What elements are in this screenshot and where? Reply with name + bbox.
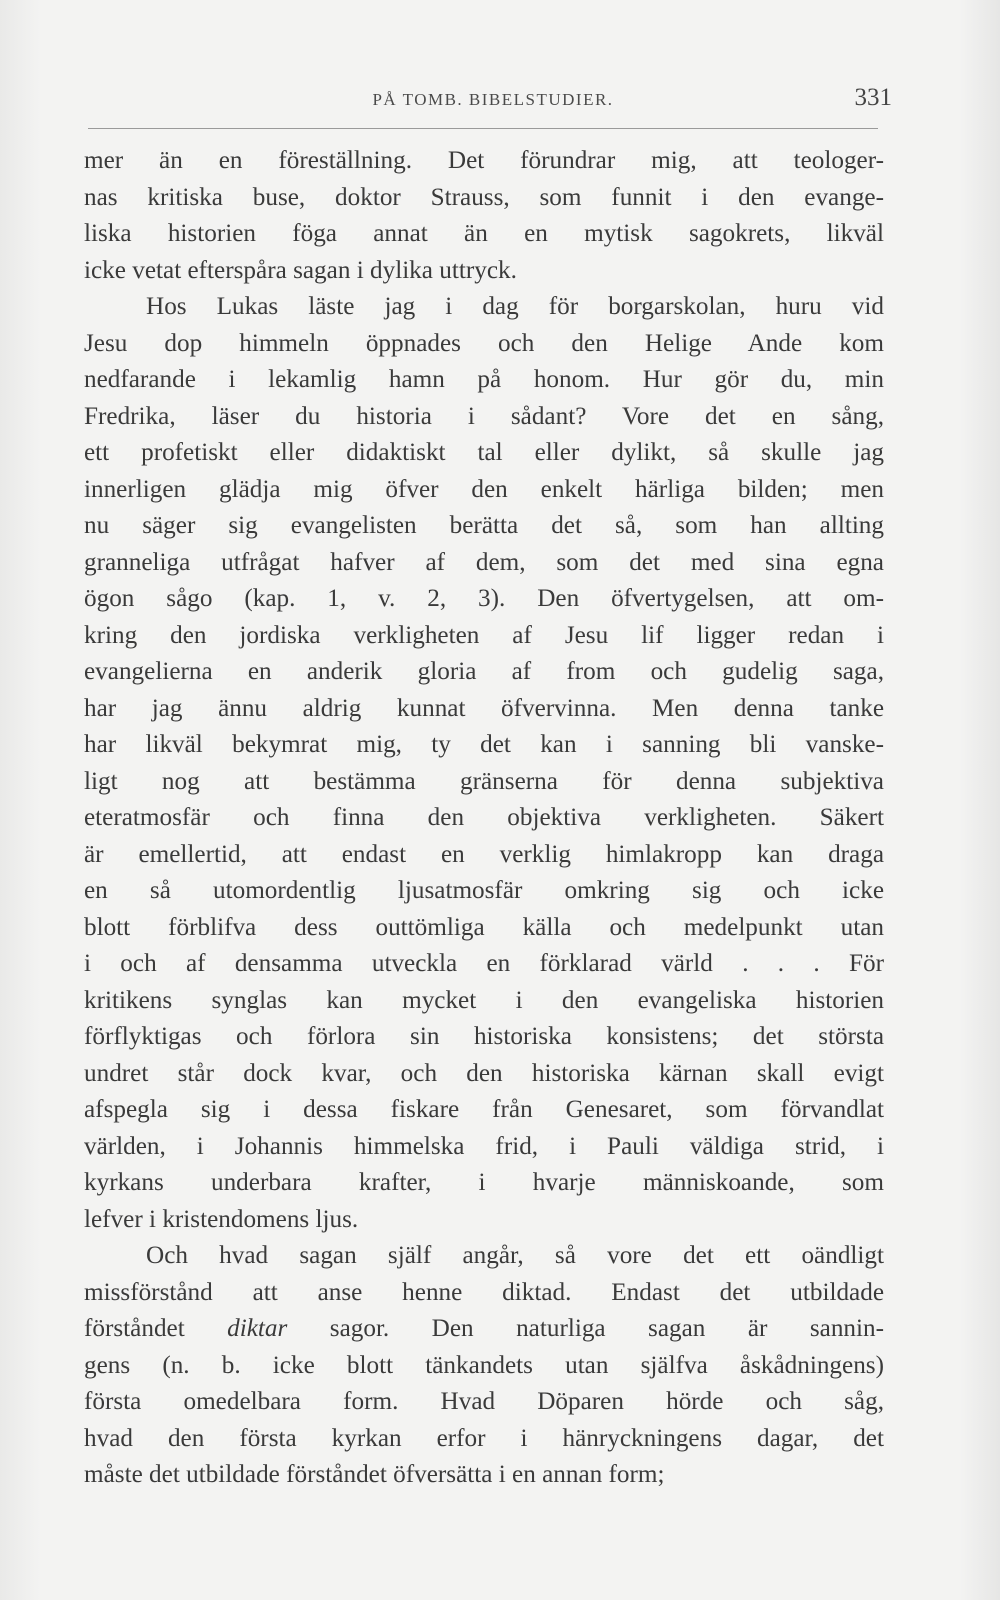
text-line: lefver i kristendomens ljus. [84,1205,359,1233]
text-line: har jag ännu aldrig kunnat öfvervinna. Men denna tanke [84,694,884,722]
text-line: Jesu dop himmeln öppnades och den Helige Ande kom [84,329,884,357]
text-line: kring den jordiska verkligheten af Jesu lif ligger redan i [84,621,884,649]
text-line: nas kritiska buse, doktor Strauss, som funnit i den evange- [84,183,884,211]
text-line: mer än en föreställning. Det förundrar mig, att teologer- [84,147,884,174]
text-line: undret står dock kvar, och den historiska kärnan skall evigt [84,1059,884,1087]
emphasized-word: diktar [227,1315,288,1342]
text-line: världen, i Johannis himmelska frid, i Pauli väldiga strid, i [84,1132,884,1160]
text-line: blott förblifva dess outtömliga källa och medelpunkt utan [84,913,884,941]
text-line: innerligen glädja mig öfver den enkelt härliga bilden; men [84,475,884,503]
text-line: afspegla sig i dessa fiskare från Genesaret, som förvandlat [84,1096,884,1123]
text-line: nu säger sig evangelisten berätta det så, som han allting [84,512,884,539]
running-title: PÅ TOMB. BIBELSTUDIER. [372,90,614,109]
text-line: Hos Lukas läste jag i dag för borgarskolan, huru vid [146,293,884,320]
text-line: nedfarande i lekamlig hamn på honom. Hur gör du, min [84,366,884,393]
text-line: eteratmosfär och finna den objektiva verkligheten. Säkert [84,804,884,831]
text-line: granneliga utfrågat hafver af dem, som det med sina egna [84,548,884,576]
text-line: evangelierna en anderik gloria af from och gudelig saga, [84,658,884,685]
text-line: hvad den första kyrkan erfor i hänryckningens dagar, det [84,1424,884,1452]
page-number: 331 [854,84,892,111]
text-line: Och hvad sagan själf angår, så vore det ett oändligt [146,1242,884,1269]
body-text [84,143,884,1494]
text-line: kyrkans underbara krafter, i hvarje människoande, som [84,1169,884,1196]
text-line: gens (n. b. icke blott tänkandets utan själfva åskådningens) [84,1351,884,1379]
running-head [88,84,898,124]
text-line: förflyktigas och förlora sin historiska konsistens; det största [84,1023,884,1050]
text-line: ett profetiskt eller didaktiskt tal eller dylikt, så skulle jag [84,439,884,466]
text-line-with-emphasis [84,1311,884,1348]
text-line: icke vetat efterspåra sagan i dylika uttryck. [84,256,517,284]
text-line: ligt nog att bestämma gränserna för denna subjektiva [84,767,884,795]
text-line: måste det utbildade förståndet öfversätta i en annan form; [84,1461,665,1488]
text-line: är emellertid, att endast en verklig himlakropp kan draga [84,840,884,868]
text-line: i och af densamma utveckla en förklarad värld . . . För [84,950,884,977]
text-line: missförstånd att anse henne diktad. Endast det utbildade [84,1278,884,1306]
text-line: kritikens synglas kan mycket i den evangeliska historien [84,986,884,1014]
header-rule [88,128,878,129]
text-line: Fredrika, läser du historia i sådant? Vore det en sång, [84,402,884,430]
text-line: ögon sågo (kap. 1, v. 2, 3). Den öfvertygelsen, att om- [84,585,884,612]
text-line: första omedelbara form. Hvad Döparen hörde och såg, [84,1388,884,1415]
text-segment: sagor. Den naturliga sagan är sannin- [287,1315,884,1342]
text-segment: förståndet [84,1315,228,1342]
text-line: en så utomordentlig ljusatmosfär omkring sig och icke [84,877,884,904]
text-line: liska historien föga annat än en mytisk sagokrets, likväl [84,220,884,247]
text-line: har likväl bekymrat mig, ty det kan i sanning bli vanske- [84,731,884,758]
